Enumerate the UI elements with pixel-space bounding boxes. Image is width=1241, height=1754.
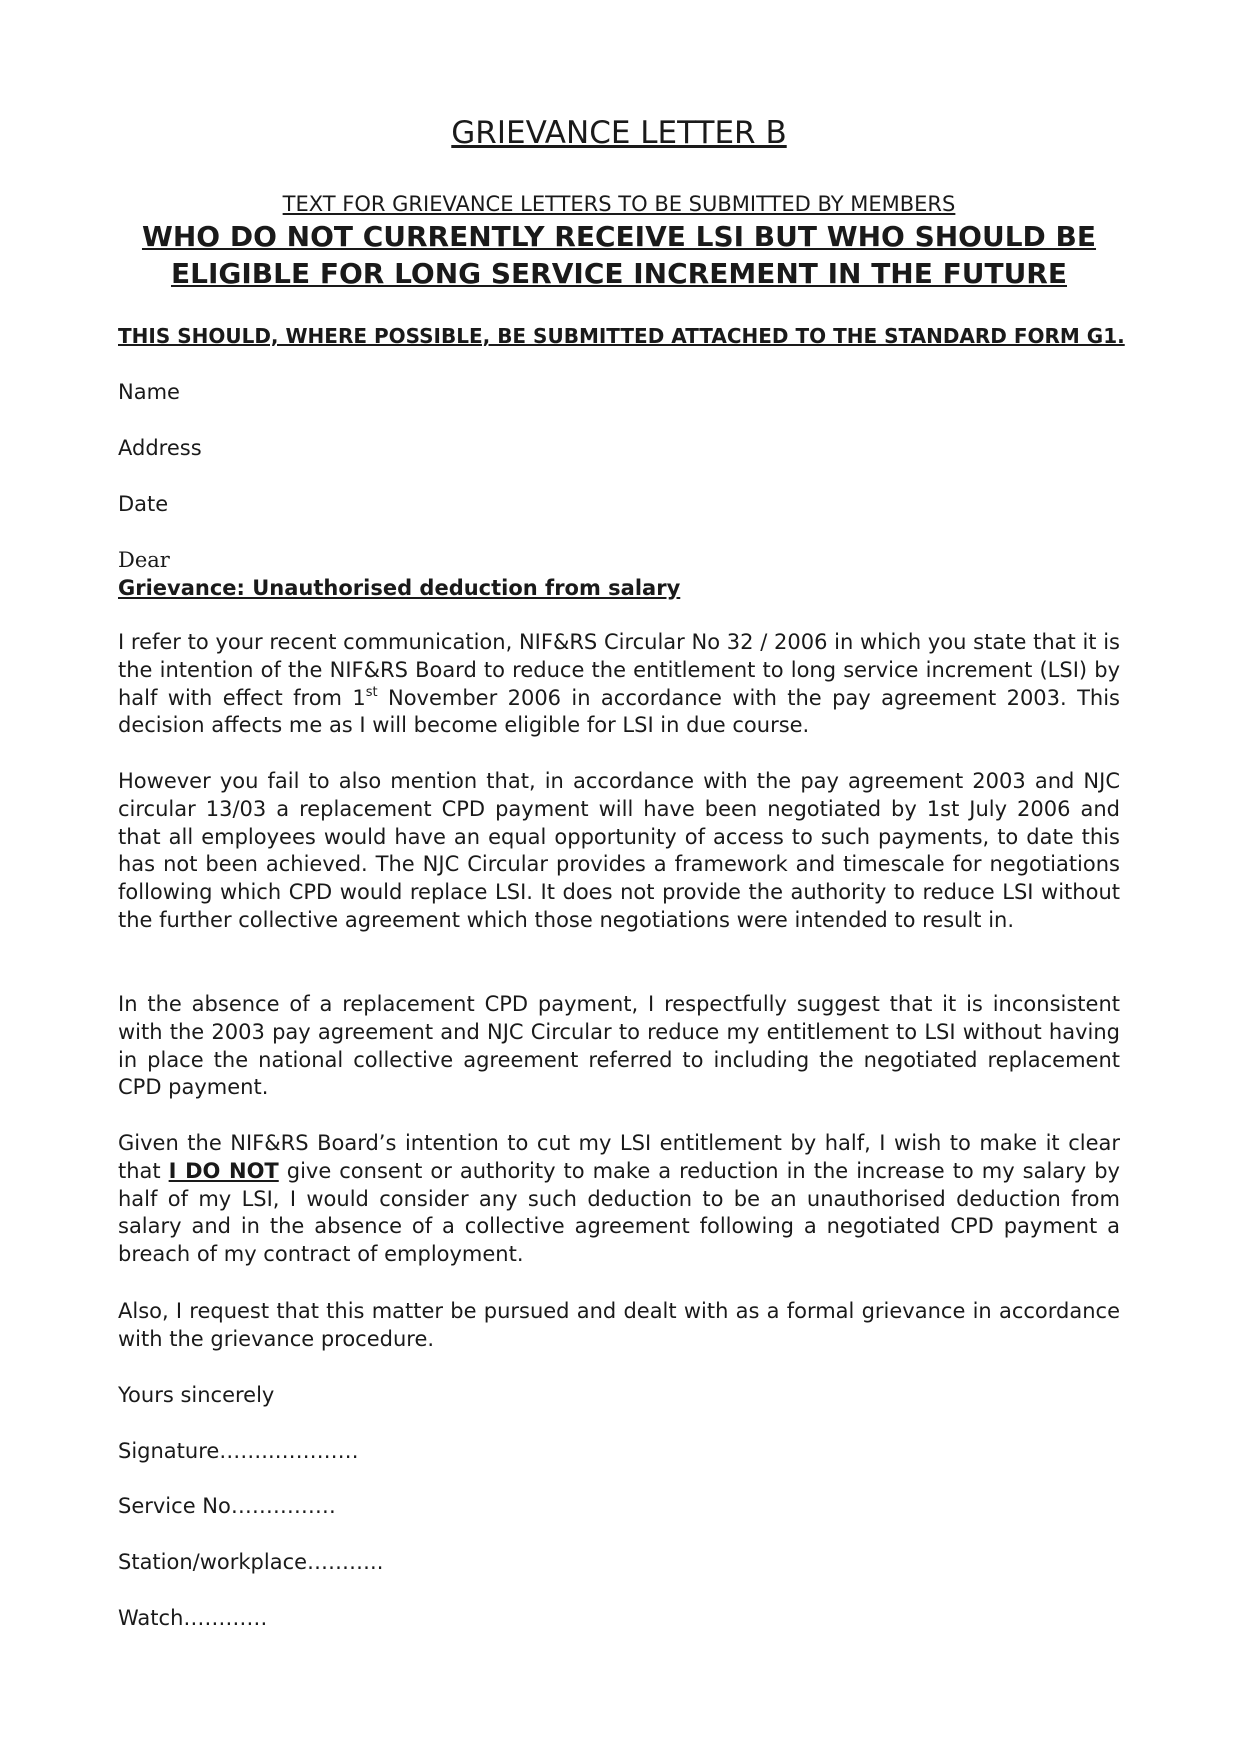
closing: Yours sincerely — [118, 1383, 275, 1407]
submission-instruction: THIS SHOULD, WHERE POSSIBLE, BE SUBMITTED ATTACHED TO THE STANDARD FORM G1. — [118, 324, 1125, 348]
paragraph-1 — [118, 629, 1120, 740]
field-name: Name — [118, 380, 180, 404]
paragraph-1-part-b: November 2006 in accordance with the pay agreement 2003. This decision affects me as I will become eligible for LSI in due course. — [118, 685, 1120, 738]
watch-line: Watch………… — [118, 1606, 268, 1630]
field-date: Date — [118, 492, 169, 516]
service-number-line: Service No…………… — [118, 1494, 336, 1518]
paragraph-3: In the absence of a replacement CPD payment, I respectfully suggest that it is inconsistent with the 2003 pay agreement and NJC Circular to reduce my entitlement to LSI without having in place the national collective agreement referred to including the negotiated replacement CPD payment. — [118, 992, 1120, 1100]
salutation: Dear — [118, 548, 170, 572]
headline-line-2: ELIGIBLE FOR LONG SERVICE INCREMENT IN THE FUTURE — [170, 257, 1067, 290]
paragraph-4-part-b: give consent or authority to make a reduction in the increase to my salary by half of my LSI, I would consider any such deduction to be an unauthorised deduction from salary and in the absence of a collective agreement following a negotiated CPD payment a breach of my contract of employment. — [118, 1158, 1120, 1267]
letter-title: GRIEVANCE LETTER B — [451, 115, 787, 151]
paragraph-5: Also, I request that this matter be pursued and dealt with as a formal grievance in accordance with the grievance procedure. — [118, 1299, 1120, 1351]
paragraph-1-part-a: I refer to your recent communication, NIF&RS Circular No 32 / 2006 in which you state that it is the intention of the NIF&RS Board to reduce the entitlement to long service increment (LSI) by half with effect from 1 — [118, 630, 1120, 710]
headline-line-1: WHO DO NOT CURRENTLY RECEIVE LSI BUT WHO SHOULD BE — [141, 220, 1097, 253]
paragraph-4 — [118, 1130, 1120, 1269]
paragraph-4-part-a: Given the NIF&RS Board’s intention to cut my LSI entitlement by half, I wish to make it clear that — [118, 1131, 1120, 1183]
ordinal-suffix: st — [365, 684, 378, 700]
signature-line: Signature……..………… — [118, 1439, 359, 1463]
letter-headline — [118, 218, 1120, 292]
paragraph-2: However you fail to also mention that, in accordance with the pay agreement 2003 and NJC circular 13/03 a replacement CPD payment will have been negotiated by 1st July 2006 and that all employees would have an equal opportunity of access to such payments, to date this has not been achieved. The NJC Circular provides a framework and timescale for negotiations following which CPD would replace LSI. It does not provide the authority to reduce LSI without the further collective agreement which those negotiations were intended to result in. — [118, 769, 1120, 932]
field-address: Address — [118, 436, 202, 460]
letter-subtitle: TEXT FOR GRIEVANCE LETTERS TO BE SUBMITTED BY MEMBERS — [282, 192, 956, 216]
emphasis-i-do-not: I DO NOT — [168, 1158, 279, 1183]
station-line: Station/workplace……….. — [118, 1550, 384, 1574]
re-line: Grievance: Unauthorised deduction from salary — [118, 576, 681, 600]
letter-page — [118, 0, 1125, 1754]
